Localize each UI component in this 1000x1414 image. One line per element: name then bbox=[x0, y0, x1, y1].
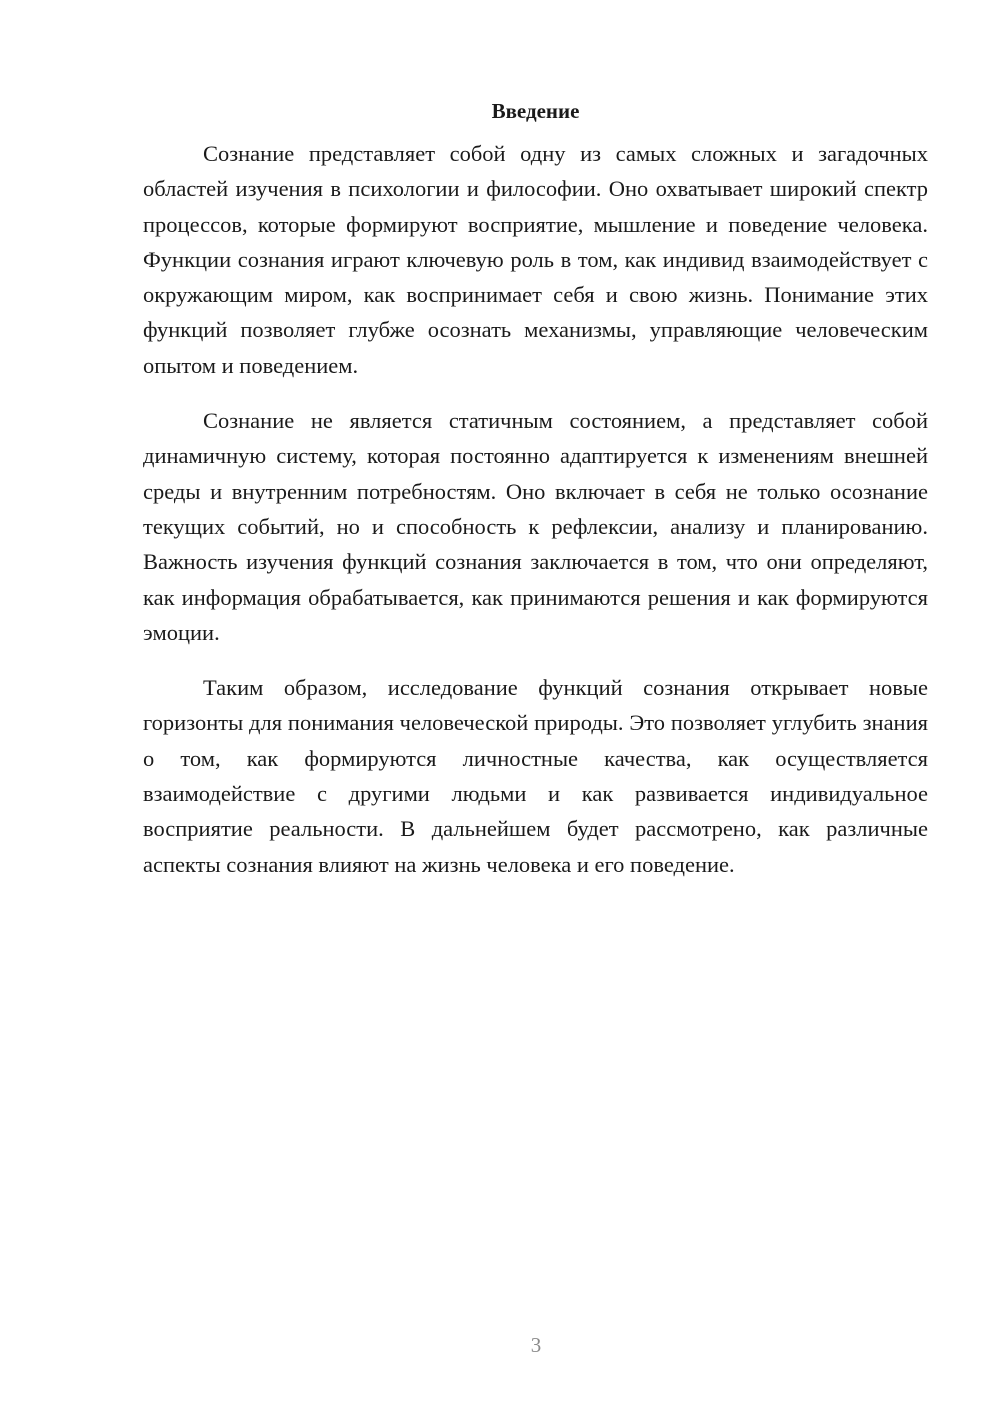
page-number: 3 bbox=[530, 1333, 542, 1357]
document-body bbox=[143, 94, 928, 882]
paragraph-2: Сознание не является статичным состоянием, а представляет собой динамичную систему, которая постоянно адаптируется к изменениям внешней среды и внутренним потребностям. Оно включает в себя не только осознание текущих событий, но и способность к рефлексии, анализу и планированию. Важность изучения функций сознания заключается в том, что они определяют, как информация обрабатывается, как принимаются решения и как формируются эмоции. bbox=[143, 408, 928, 645]
section-heading: Введение bbox=[491, 99, 580, 123]
paragraph-3: Таким образом, исследование функций сознания открывает новые горизонты для понимания человеческой природы. Это позволяет углубить знания о том, как формируются личностные качества, как осуществляется взаимодействие с другими людьми и как развивается индивидуальное восприятие реальности. В дальнейшем будет рассмотрено, как различные аспекты сознания влияют на жизнь человека и его поведение. bbox=[143, 675, 928, 877]
paragraph-1: Сознание представляет собой одну из самых сложных и загадочных областей изучения в психологии и философии. Оно охватывает широкий спектр процессов, которые формируют восприятие, мышление и поведение человека. Функции сознания играют ключевую роль в том, как индивид взаимодействует с окружающим миром, как воспринимает себя и свою жизнь. Понимание этих функций позволяет глубже осознать механизмы, управляющие человеческим опытом и поведением. bbox=[143, 141, 928, 378]
